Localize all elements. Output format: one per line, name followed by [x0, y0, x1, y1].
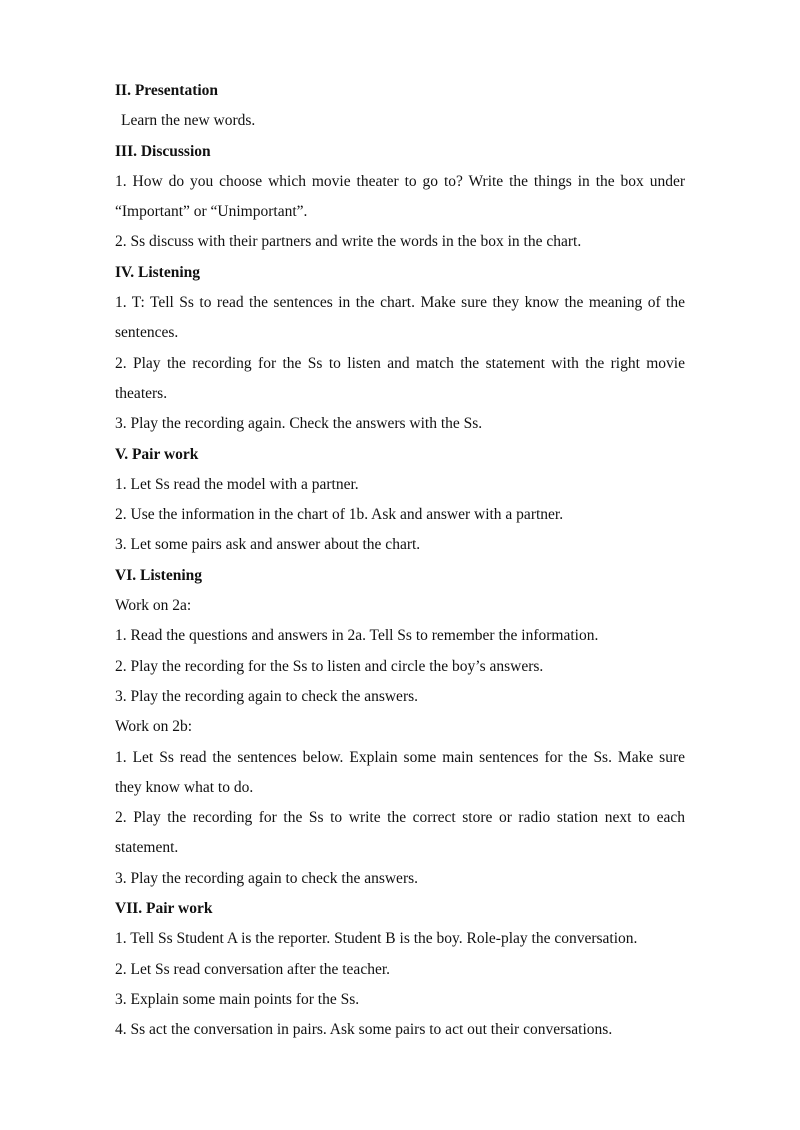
section-heading-listening-iv: IV. Listening: [115, 263, 200, 281]
pair-work-vii-item-2: 2. Let Ss read conversation after the teacher.: [115, 960, 391, 978]
pair-work-v-item-1: 1. Let Ss read the model with a partner.: [115, 475, 359, 493]
section-heading-pair-work-v: V. Pair work: [115, 445, 199, 463]
pair-work-vii-item-1: 1. Tell Ss Student A is the reporter. Student B is the boy. Role-play the conversation.: [115, 930, 638, 948]
listening-iv-item-1-line-1: 1. T: Tell Ss to read the sentences in the chart. Make sure they know the meaning of the: [115, 294, 685, 312]
pair-work-v-item-3: 3. Let some pairs ask and answer about the chart.: [115, 536, 421, 554]
presentation-text: Learn the new words.: [121, 112, 256, 130]
discussion-item-2: 2. Ss discuss with their partners and write the words in the box in the chart.: [115, 233, 582, 251]
listening-vi-2b-item-2-line-2: statement.: [115, 839, 179, 857]
listening-vi-2a-item-2: 2. Play the recording for the Ss to listen and circle the boy’s answers.: [115, 657, 544, 675]
pair-work-v-item-2: 2. Use the information in the chart of 1b. Ask and answer with a partner.: [115, 506, 564, 524]
listening-vi-subheading-2b: Work on 2b:: [115, 718, 193, 736]
listening-vi-2a-item-1: 1. Read the questions and answers in 2a. Tell Ss to remember the information.: [115, 627, 599, 645]
listening-vi-2b-item-2-line-1: 2. Play the recording for the Ss to write the correct store or radio station next to each: [115, 809, 685, 827]
listening-iv-item-2-line-2: theaters.: [115, 384, 168, 402]
discussion-item-1-line-1: 1. How do you choose which movie theater to go to? Write the things in the box under: [115, 172, 685, 190]
listening-vi-2a-item-3: 3. Play the recording again to check the answers.: [115, 687, 419, 705]
pair-work-vii-item-3: 3. Explain some main points for the Ss.: [115, 990, 360, 1008]
listening-iv-item-1-line-2: sentences.: [115, 324, 179, 342]
listening-vi-2b-item-1-line-1: 1. Let Ss read the sentences below. Explain some main sentences for the Ss. Make sure: [115, 748, 685, 766]
discussion-item-1-line-2: “Important” or “Unimportant”.: [115, 203, 308, 221]
listening-vi-2b-item-3: 3. Play the recording again to check the answers.: [115, 869, 419, 887]
document-page: [115, 76, 685, 1046]
section-heading-listening-vi: VI. Listening: [115, 566, 202, 584]
listening-vi-subheading-2a: Work on 2a:: [115, 597, 192, 615]
section-heading-pair-work-vii: VII. Pair work: [115, 900, 213, 918]
listening-iv-item-2-line-1: 2. Play the recording for the Ss to listen and match the statement with the right movie: [115, 354, 685, 372]
section-heading-discussion: III. Discussion: [115, 142, 211, 160]
section-heading-presentation: II. Presentation: [115, 82, 219, 99]
listening-iv-item-3: 3. Play the recording again. Check the answers with the Ss.: [115, 415, 483, 433]
pair-work-vii-item-4: 4. Ss act the conversation in pairs. Ask some pairs to act out their conversations.: [115, 1021, 613, 1039]
listening-vi-2b-item-1-line-2: they know what to do.: [115, 778, 254, 796]
